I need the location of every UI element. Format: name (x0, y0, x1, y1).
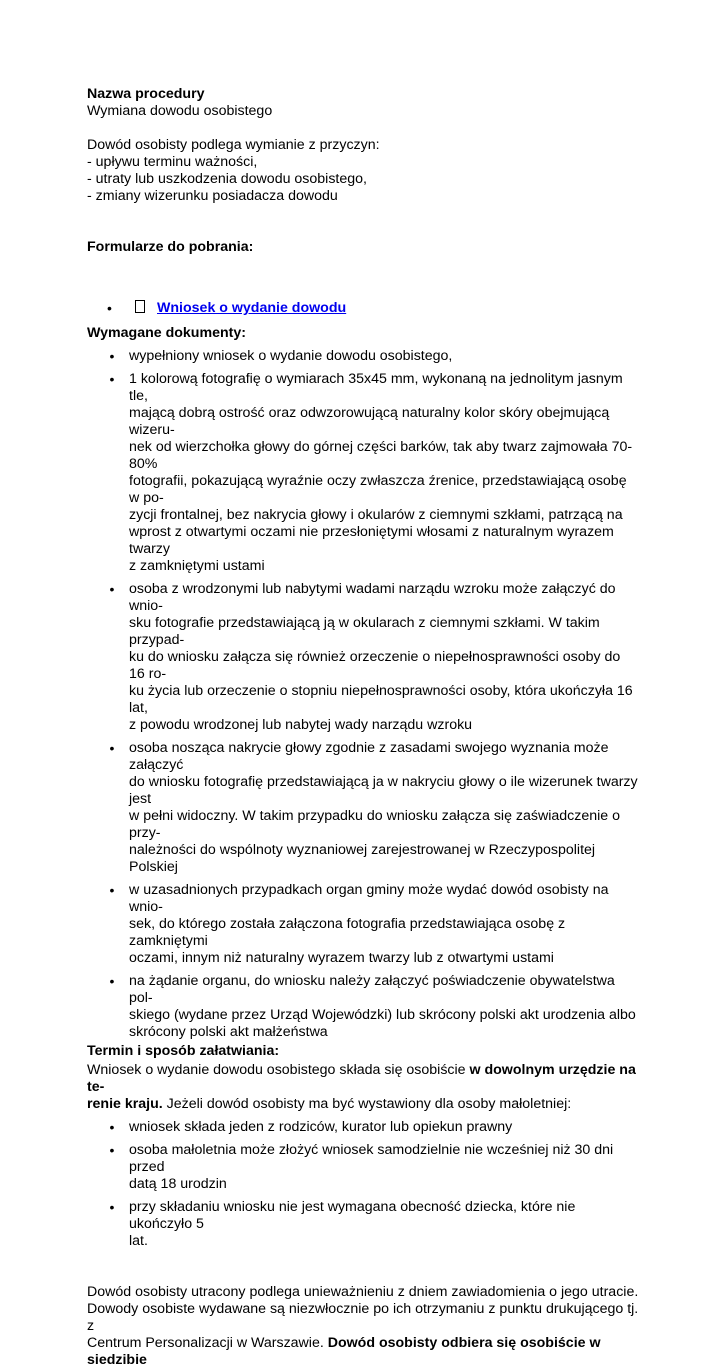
handling-paragraph: Wniosek o wydanie dowodu osobistego składa się osobiście w dowolnym urzędzie na te- renie kraju. Jeżeli dowód osobisty ma być wystawiony dla osoby małoletniej: (87, 1062, 636, 1112)
list-item: • wniosek składa jeden z rodziców, kurator lub opiekun prawny (87, 1119, 640, 1136)
reason-item: - upływu terminu ważności, (87, 154, 258, 170)
forms-heading: Formularze do pobrania: (87, 239, 254, 255)
list-item: • 1 kolorową fotografię o wymiarach 35x45 mm, wykonaną na jednolitym jasnym tle, mającą dobrą ostrość oraz odwzorowującą naturalny kolor skóry obejmującą wizeru- nek od wierzchołka głowy do górnej części barków, tak aby twarz zajmowała 70-80% fotografii, pokazującą wyraźnie oczy zwłaszcza źrenice, przedstawiającą osobę w po- zycji frontalnej, bez nakrycia głowy i okularów z ciemnymi szkłami, patrzącą na wprost z otwartymi oczami nie przesłoniętymi włosami z naturalnym wyrazem twarzy z zamkniętymi ustami (87, 371, 640, 575)
list-item: • w uzasadnionych przypadkach organ gminy może wydać dowód osobisty na wnio- sek, do którego została załączona fotografia przedstawiająca osobę z zamkniętymi oczami, innym niż naturalny wyrazem twarzy lub z otwartymi ustami (87, 882, 640, 967)
bullet-icon: • (109, 348, 115, 364)
reason-item: - utraty lub uszkodzenia dowodu osobistego, (87, 171, 367, 187)
list-item: • osoba małoletnia może złożyć wniosek samodzielnie nie wcześniej niż 30 dni przed datą 18 urodzin (87, 1142, 640, 1193)
reasons-intro: Dowód osobisty podlega wymianie z przyczyn: (87, 137, 380, 153)
list-item: • osoba z wrodzonymi lub nabytymi wadami narządu wzroku może załączyć do wnio- sku fotografie przedstawiającą ją w okularach z ciemnymi szkłami. W takim przypad- ku do wniosku załącza się również orzeczenie o niepełnosprawności osoby do 16 ro- ku życia lub orzeczenie o stopniu niepełnosprawności osoby, która ukończyła 16 lat, z powodu wrodzonej lub nabytej wady narządu wzroku (87, 581, 640, 734)
bullet-icon: • (107, 300, 112, 316)
list-item: • osoba nosząca nakrycie głowy zgodnie z zasadami swojego wyznania może załączyć do wniosku fotografię przedstawiającą ja w nakryciu głowy o ile wizerunek twarzy jest w pełni widoczny. W takim przypadku do wniosku załącza się zaświadczenie o przy- należności do wspólnoty wyznaniowej zarejestrowanej w Rzeczypospolitej Polskiej (87, 740, 640, 876)
handling-list (87, 1119, 640, 1250)
handling-heading: Termin i sposób załatwiania: (87, 1043, 280, 1059)
download-item (87, 300, 640, 317)
required-docs-heading: Wymagane dokumenty: (87, 325, 246, 341)
bullet-icon: • (109, 371, 115, 387)
bullet-icon: • (109, 1119, 115, 1135)
final-line: Centrum Personalizacji w Warszawie. Dowód osobisty odbiera się osobiście w siedzibie (87, 1335, 601, 1368)
download-form-link[interactable]: Wniosek o wydanie dowodu (157, 300, 347, 316)
list-item: • przy składaniu wniosku nie jest wymagana obecność dziecka, które nie ukończyło 5 lat. (87, 1199, 640, 1250)
document-page (87, 86, 640, 1369)
final-line: Dowód osobisty utracony podlega unieważnieniu z dniem zawiadomienia o jego utracie. (87, 1284, 639, 1300)
bullet-icon: • (109, 973, 115, 989)
required-docs-list (87, 348, 640, 1041)
bullet-icon: • (109, 1199, 115, 1215)
bullet-icon: • (109, 740, 115, 756)
procedure-label: Nazwa procedury (87, 86, 205, 102)
bullet-icon: • (109, 1142, 115, 1158)
list-item: • wypełniony wniosek o wydanie dowodu osobistego, (87, 348, 640, 365)
bullet-icon: • (109, 882, 115, 898)
list-item: • na żądanie organu, do wniosku należy załączyć poświadczenie obywatelstwa pol- skiego (wydane przez Urząd Wojewódzki) lub skrócony polski akt urodzenia albo skrócony polski akt małżeństwa (87, 973, 640, 1041)
procedure-name: Wymiana dowodu osobistego (87, 103, 273, 119)
reason-item: - zmiany wizerunku posiadacza dowodu (87, 188, 338, 204)
final-line: Dowody osobiste wydawane są niezwłocznie po ich otrzymaniu z punktu drukującego tj. z (87, 1301, 639, 1334)
document-icon (135, 300, 145, 313)
bullet-icon: • (109, 581, 115, 597)
